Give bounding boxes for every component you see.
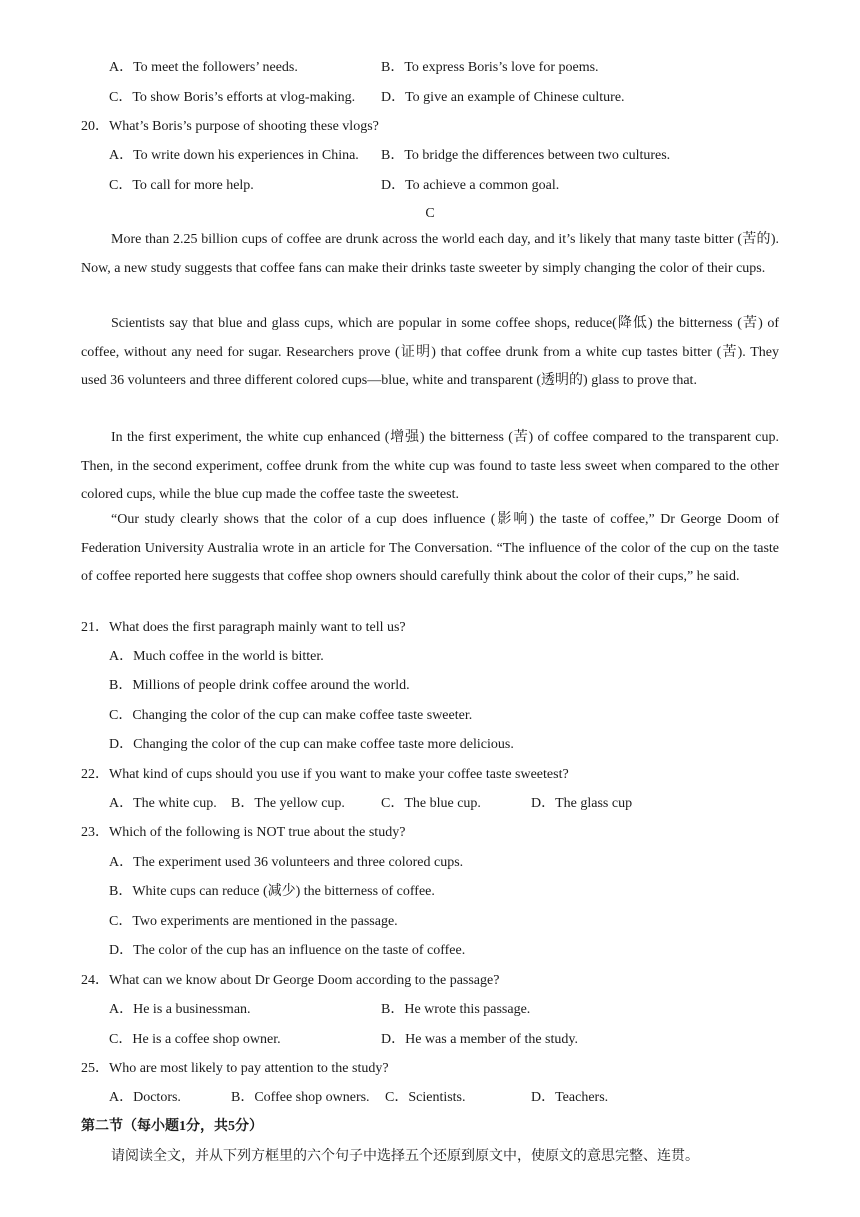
q24-stem: 24．What can we know about Dr George Doom according to the passage? [81, 973, 500, 988]
q22-option-d: D．The glass cup [531, 796, 633, 811]
q24-option-b: B．He wrote this passage. [381, 1002, 531, 1017]
q23-stem: 23．Which of the following is NOT true about the study? [81, 825, 406, 840]
q19-option-b: B．To express Boris’s love for poems. [381, 60, 599, 75]
q23-option-a: A．The experiment used 36 volunteers and three colored cups. [109, 855, 464, 870]
q24-option-d: D．He was a member of the study. [381, 1032, 578, 1047]
q24-option-c: C．He is a coffee shop owner. [109, 1032, 281, 1047]
q19-option-c: C．To show Boris’s efforts at vlog-making. [109, 90, 356, 105]
q20-option-a: A．To write down his experiences in China. [109, 148, 359, 163]
passage-paragraph-2: Scientists say that blue and glass cups, which are popular in some coffee shops, reduce(降低) the bitterness (苦) of coffee, without any need for sugar. Researchers prove (证明) that coffee drunk from a white cup tastes bitter (苦). They used 36 volunteers and three different colored cups—blue, white and transparent (透明的) glass to prove that. [81, 316, 779, 388]
section-2-heading: 第二节（每小题1分，共5分） [81, 1119, 263, 1134]
q21-option-c: C．Changing the color of the cup can make coffee taste sweeter. [109, 708, 473, 723]
passage-paragraph-1: More than 2.25 billion cups of coffee are drunk across the world each day, and it’s likely that many taste bitter (苦的). Now, a new study suggests that coffee fans can make their drinks taste sweeter by simply changing the color of their cups. [81, 232, 779, 276]
passage-paragraph-4: “Our study clearly shows that the color of a cup does influence (影响) the taste of coffee,” Dr George Doom of Federation University Australia wrote in an article for The Conversation. “The influence of the color of the cup on the taste of coffee reported here suggests that coffee shop owners should carefully think about the color of their cups,” he said. [81, 512, 779, 584]
q22-option-a: A．The white cup. [109, 796, 217, 811]
q25-option-d: D．Teachers. [531, 1090, 609, 1105]
q20-option-c: C．To call for more help. [109, 178, 254, 193]
q21-option-b: B．Millions of people drink coffee around the world. [109, 678, 410, 693]
q23-option-d: D．The color of the cup has an influence on the taste of coffee. [109, 943, 466, 958]
section-c-label: C [425, 206, 435, 221]
q20-stem: 20．What’s Boris’s purpose of shooting these vlogs? [81, 119, 379, 134]
section-2-instruction: 请阅读全文，并从下列方框里的六个句子中选择五个还原到原文中，使原文的意思完整、连贯。 [111, 1149, 699, 1164]
q25-option-b: B．Coffee shop owners. [231, 1090, 370, 1105]
q20-option-b: B．To bridge the differences between two cultures. [381, 148, 671, 163]
q20-option-d: D．To achieve a common goal. [381, 178, 560, 193]
q19-option-d: D．To give an example of Chinese culture. [381, 90, 625, 105]
q25-option-c: C．Scientists. [385, 1090, 466, 1105]
q22-stem: 22．What kind of cups should you use if you want to make your coffee taste sweetest? [81, 767, 569, 782]
q19-option-a: A．To meet the followers’ needs. [109, 60, 298, 75]
q22-option-c: C．The blue cup. [381, 796, 481, 811]
q24-option-a: A．He is a businessman. [109, 1002, 251, 1017]
q23-option-c: C．Two experiments are mentioned in the passage. [109, 914, 398, 929]
q21-option-a: A．Much coffee in the world is bitter. [109, 649, 324, 664]
passage-paragraph-3: In the first experiment, the white cup enhanced (增强) the bitterness (苦) of coffee compared to the transparent cup. Then, in the second experiment, coffee drunk from the white cup was found to taste less sweet when compared to the other colored cups, while the blue cup made the coffee taste the sweetest. [81, 430, 779, 502]
q22-option-b: B．The yellow cup. [231, 796, 345, 811]
q25-option-a: A．Doctors. [109, 1090, 181, 1105]
q23-option-b: B．White cups can reduce (减少) the bitterness of coffee. [109, 884, 435, 899]
q21-stem: 21．What does the first paragraph mainly want to tell us? [81, 620, 406, 635]
q25-stem: 25．Who are most likely to pay attention to the study? [81, 1061, 389, 1076]
q21-option-d: D．Changing the color of the cup can make coffee taste more delicious. [109, 737, 514, 752]
